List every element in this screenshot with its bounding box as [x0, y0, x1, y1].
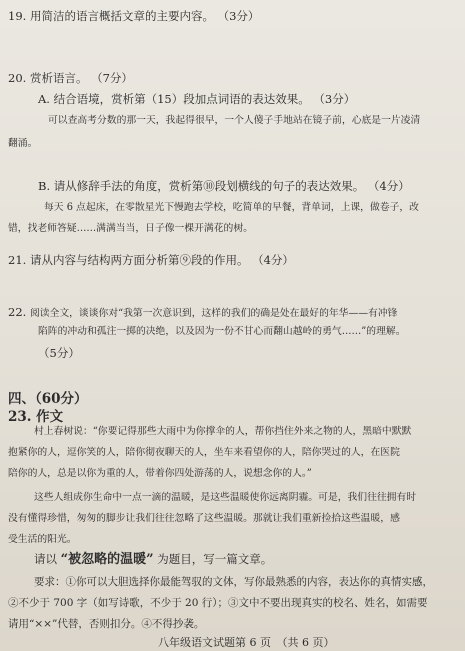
essay-requirements-line-3: 请用“××”代替，否则扣分。④不得抄袭。	[8, 618, 205, 630]
essay-prompt-paragraph-1-line-2: 抱紧你的人，逗你笑的人，陪你彻夜聊天的人，坐车来看望你的人，陪你哭过的人，在医院	[8, 447, 400, 458]
page-footer: 八年级语文试题第 6 页 （共 6 页）	[158, 636, 335, 649]
essay-instruction-pre: 请以	[34, 552, 57, 566]
essay-requirements-line-1: 要求：①你可以大胆选择你最能驾驭的文体，写你最熟悉的内容，表达你的真情实感，	[34, 576, 433, 588]
question-19-number: 19.	[8, 9, 27, 23]
question-20a-score: （3分）	[313, 92, 356, 106]
essay-prompt-paragraph-1-line-1: 村上春树说：“你要记得那些大雨中为你撑伞的人，帮你挡住外来之物的人，黑暗中默默	[34, 426, 412, 437]
question-20-score: （7分）	[91, 71, 133, 85]
essay-prompt-paragraph-2-line-3: 受生活的阳光。	[8, 534, 77, 545]
question-21-text: 请从内容与结构两方面分析第⑨段的作用。	[29, 253, 249, 267]
question-20a-prompt-text: A. 结合语境，赏析第（15）段加点词语的表达效果。	[38, 92, 310, 106]
question-22-text-line-1: 阅读全文，谈谈你对“我第一次意识到，这样的我们的确是处在最好的年华——有冲锋	[29, 308, 398, 319]
question-20a-quote-line-2: 翻涌。	[8, 138, 38, 149]
question-21	[8, 252, 294, 268]
essay-requirements-line-2: ②不少于 700 字（如写诗歌，不少于 20 行）；③文中不要出现真实的校名、姓名，如需要	[8, 597, 428, 609]
question-20-heading	[8, 70, 133, 86]
essay-title: “被忽略的温暖”	[60, 552, 154, 567]
essay-prompt-paragraph-2-line-1: 这些人组成你生命中一点一滴的温暖，是这些温暖使你远离阴霾。可是，我们往往拥有时	[34, 492, 417, 503]
question-19-text: 用简洁的语言概括文章的主要内容。	[29, 9, 214, 23]
question-22-text-line-2: 陷阵的冲动和孤注一掷的决绝，以及因为一份不甘心而翻山越岭的勇气……”的理解。	[38, 326, 406, 337]
question-20b-score: （4分）	[367, 179, 410, 193]
question-20b-quote-line-2: 错，找老师答疑……满满当当，日子像一棵开满花的树。	[8, 223, 253, 234]
section-4-title: 四、（60分）	[8, 391, 88, 407]
essay-prompt-paragraph-1-line-3: 陪你的人，总是以你为重的人，带着你四处游荡的人，说想念你的人。”	[8, 468, 312, 479]
question-20a-quote-line-1: 可以查高考分数的那一天，我起得很早，一个人傻子手地站在镜子前，心底是一片凌清	[48, 115, 421, 126]
essay-prompt-paragraph-2-line-2: 没有懂得珍惜，匆匆的脚步让我们往往忽略了这些温暖。那就让我们重新捡拾这些温暖，感	[8, 513, 400, 524]
question-20b-quote-line-1: 每天 6 点起床，在零散星光下慢跑去学校，吃简单的早餐，背单词，上课，做卷子，改	[44, 202, 419, 213]
question-20b-prompt	[38, 178, 410, 194]
question-20a-prompt	[38, 91, 355, 107]
question-21-number: 21.	[8, 253, 27, 267]
question-20-text: 赏析语言。	[29, 71, 88, 85]
essay-instruction	[34, 551, 272, 568]
question-22-score: （5分）	[38, 346, 80, 360]
question-22-line-1	[8, 304, 397, 321]
question-23-title: 23. 作文	[8, 409, 64, 425]
question-21-score: （4分）	[252, 253, 294, 267]
question-19-score: （3分）	[217, 9, 260, 23]
question-20b-prompt-text: B. 请从修辞手法的角度，赏析第⑩段划横线的句子的表达效果。	[38, 179, 365, 193]
question-19	[8, 8, 259, 24]
essay-instruction-post: 为题目，写一篇文章。	[157, 552, 273, 566]
question-22-number: 22.	[8, 305, 27, 319]
question-20-number: 20.	[8, 71, 27, 85]
